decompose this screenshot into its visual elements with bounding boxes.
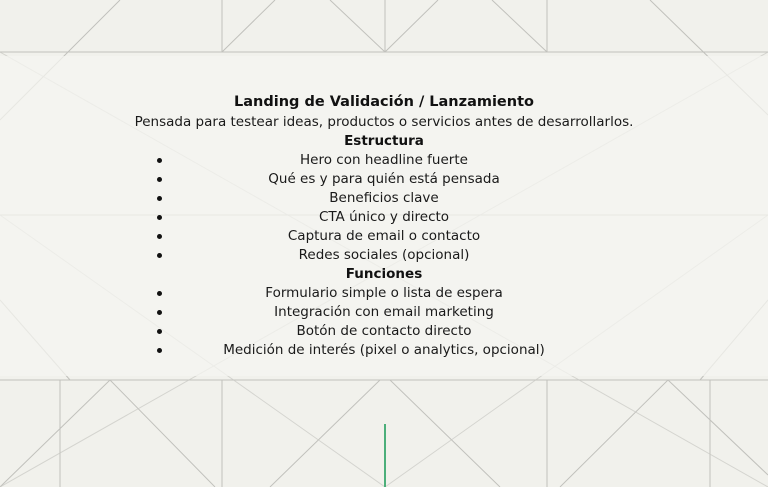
list-item bbox=[0, 303, 768, 322]
list-item-label: Qué es y para quién está pensada bbox=[268, 171, 500, 187]
list-item-label: Hero con headline fuerte bbox=[300, 152, 468, 168]
section-funciones bbox=[0, 265, 768, 360]
list-item bbox=[0, 284, 768, 303]
list-item bbox=[0, 151, 768, 170]
bullet-icon bbox=[157, 215, 162, 220]
bullet-icon bbox=[157, 253, 162, 258]
page-title: Landing de Validación / Lanzamiento bbox=[234, 94, 534, 110]
section-heading: Funciones bbox=[345, 266, 423, 282]
list-item-label: Botón de contacto directo bbox=[296, 323, 472, 339]
estructura-list bbox=[0, 151, 768, 265]
list-item bbox=[0, 208, 768, 227]
bullet-icon bbox=[157, 329, 162, 334]
list-item bbox=[0, 227, 768, 246]
content-block bbox=[0, 92, 768, 360]
page-subtitle: Pensada para testear ideas, productos o servicios antes de desarrollarlos. bbox=[134, 114, 634, 130]
bullet-icon bbox=[157, 177, 162, 182]
list-item-label: Captura de email o contacto bbox=[287, 228, 481, 244]
bullet-icon bbox=[157, 234, 162, 239]
list-item bbox=[0, 246, 768, 265]
list-item-label: Beneficios clave bbox=[329, 190, 439, 206]
bullet-icon bbox=[157, 348, 162, 353]
section-heading: Estructura bbox=[344, 133, 424, 149]
funciones-list bbox=[0, 284, 768, 360]
bullet-icon bbox=[157, 158, 162, 163]
section-estructura bbox=[0, 132, 768, 265]
list-item-label: Redes sociales (opcional) bbox=[298, 247, 470, 263]
list-item-label: Integración con email marketing bbox=[274, 304, 494, 320]
bullet-icon bbox=[157, 310, 162, 315]
list-item bbox=[0, 189, 768, 208]
list-item-label: Medición de interés (pixel o analytics, opcional) bbox=[223, 342, 545, 358]
list-item-label: CTA único y directo bbox=[318, 209, 450, 225]
bullet-icon bbox=[157, 196, 162, 201]
list-item-label: Formulario simple o lista de espera bbox=[265, 285, 503, 301]
list-item bbox=[0, 341, 768, 360]
list-item bbox=[0, 170, 768, 189]
list-item bbox=[0, 322, 768, 341]
bullet-icon bbox=[157, 291, 162, 296]
